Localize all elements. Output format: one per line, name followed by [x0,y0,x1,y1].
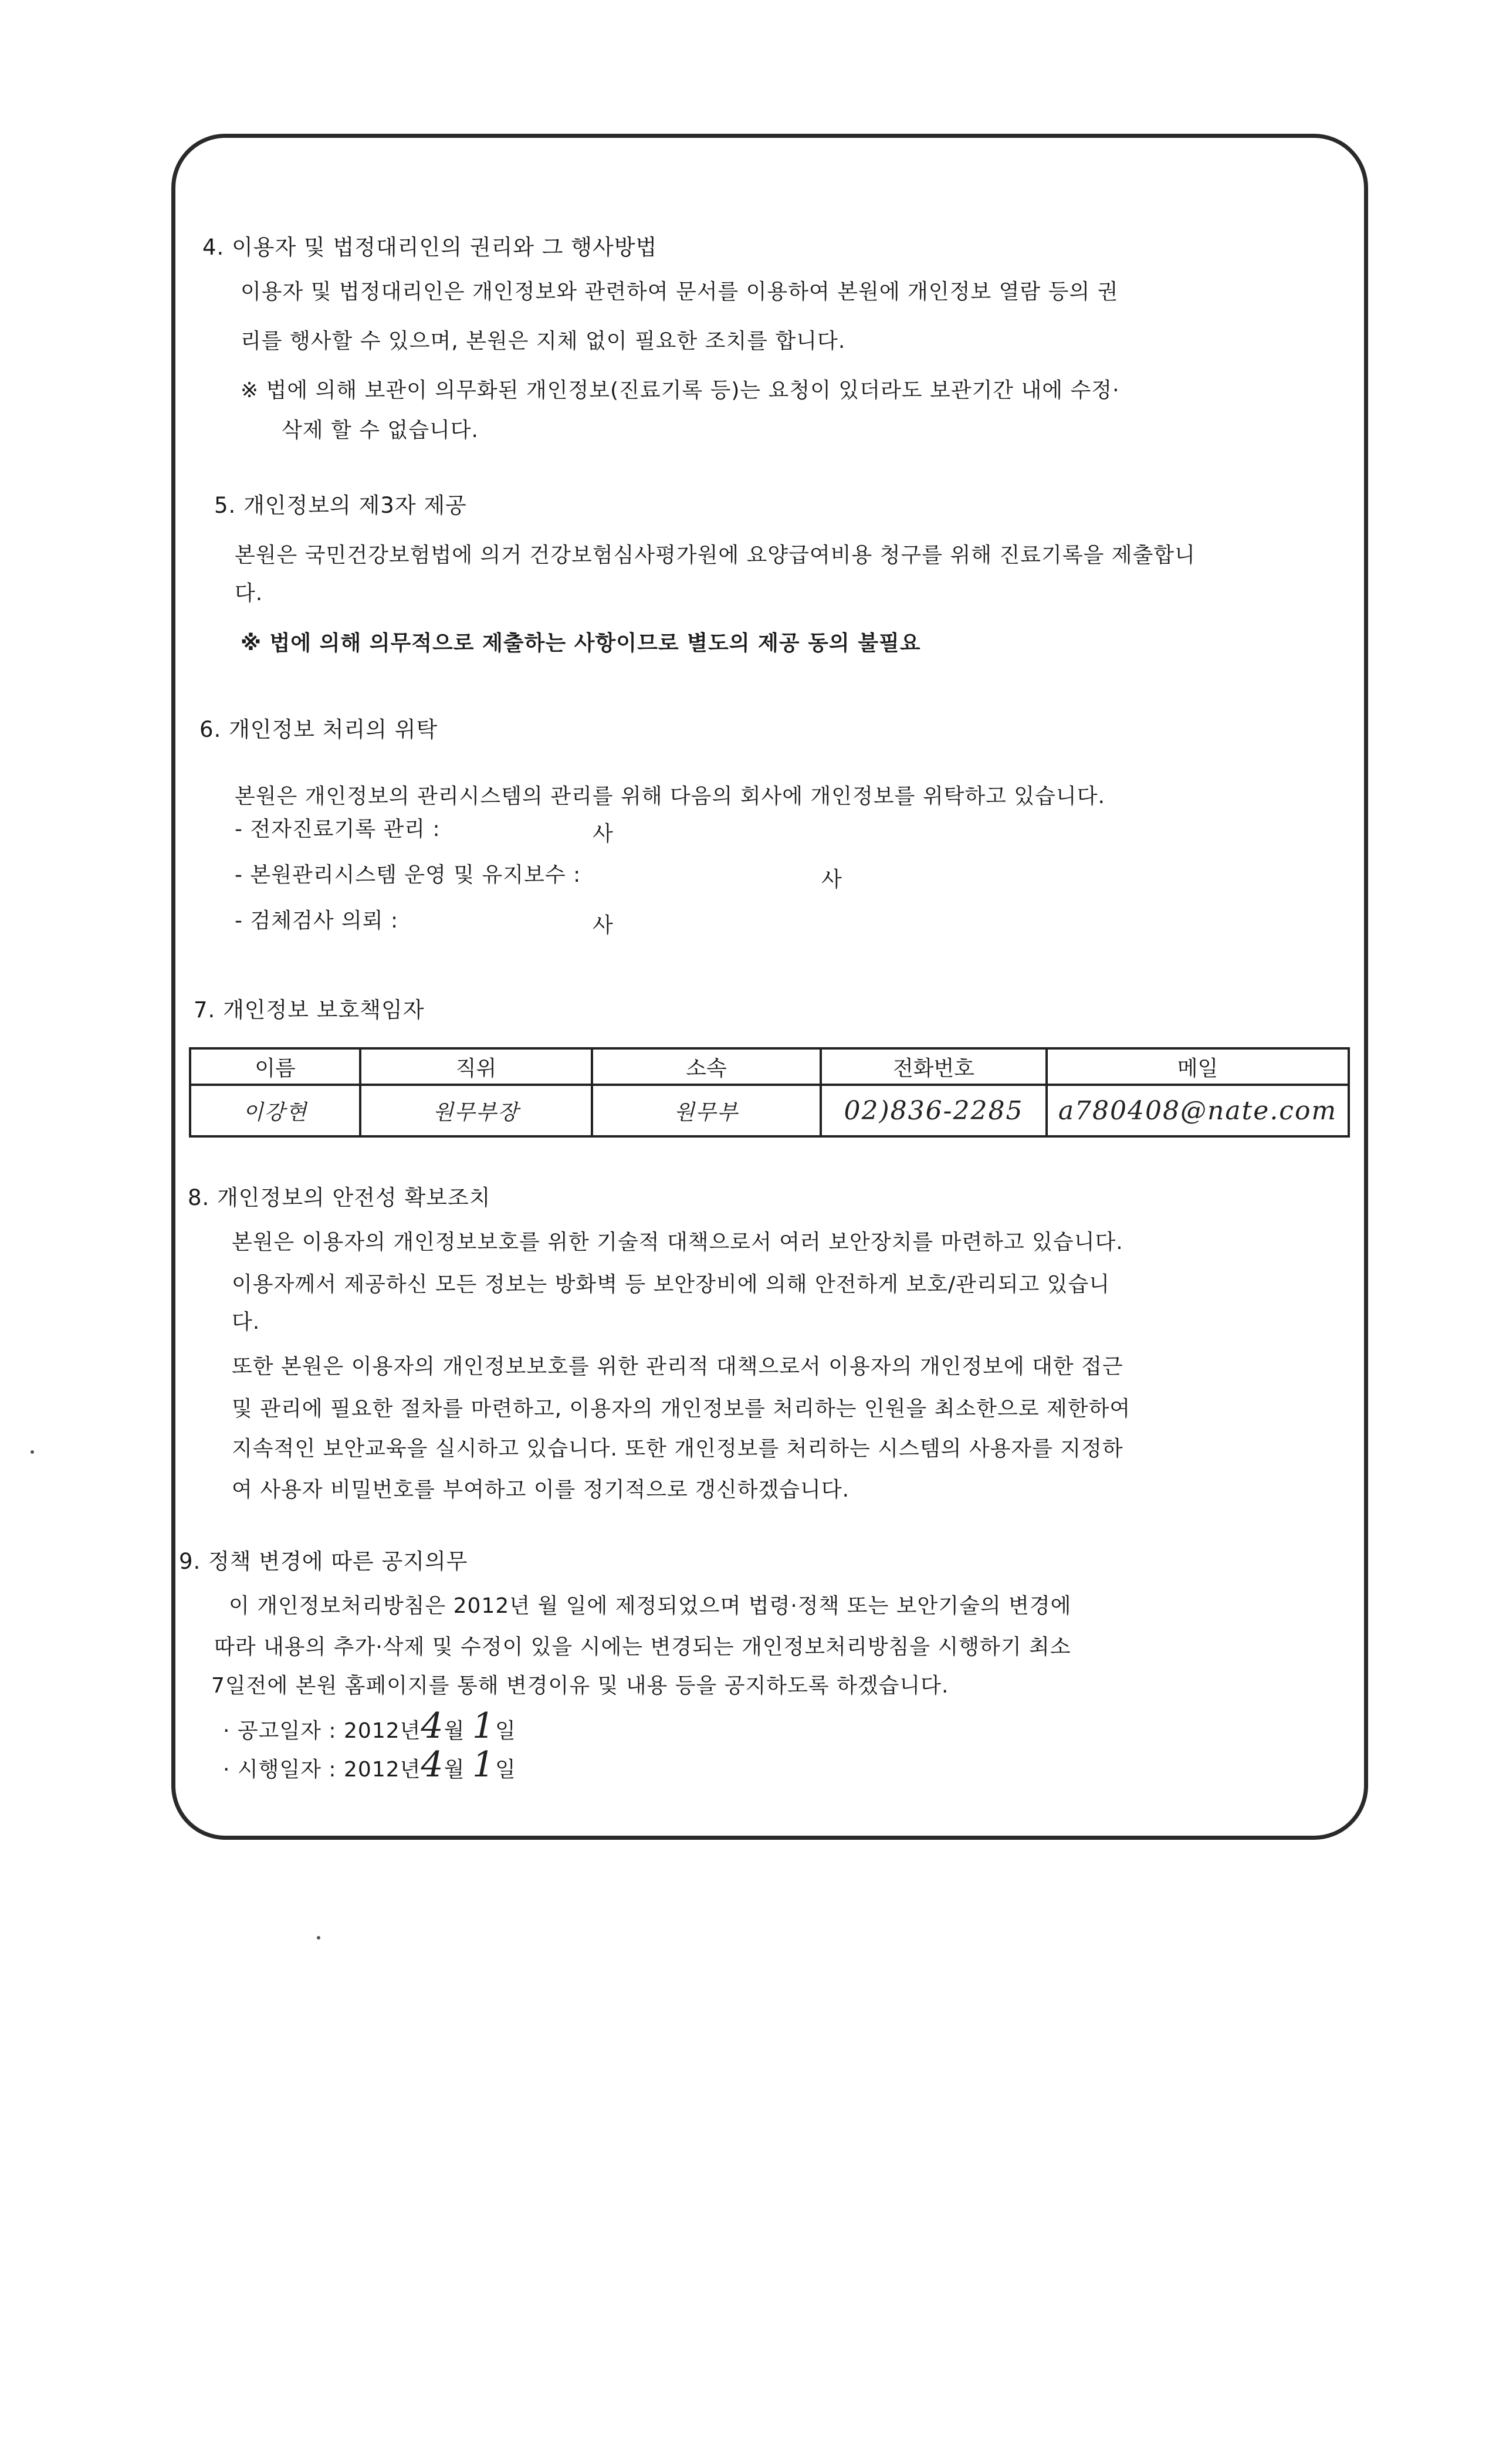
section-6-item-3-label: - 검체검사 의뢰 : [235,909,399,933]
section-4-note-line2: 삭제 할 수 없습니다. [282,418,479,442]
section-4-note-line1: ※ 법에 의해 보관이 의무화된 개인정보(진료기록 등)는 요청이 있더라도 보관기간 내에 수정· [241,378,1120,402]
section-8-line3: 다. [232,1310,260,1334]
section-8-heading: 8. 개인정보의 안전성 확보조치 [188,1185,491,1210]
table-header-row [190,1048,1349,1085]
section-5-note: ※ 법에 의해 의무적으로 제출하는 사항이므로 별도의 제공 동의 불필요 [241,631,921,655]
section-9-heading: 9. 정책 변경에 따른 공지의무 [179,1549,468,1574]
officer-position: 원무부장 [360,1085,592,1136]
privacy-officer-table [189,1047,1350,1138]
notice-day-unit: 일 [495,1719,516,1743]
section-6-item-2-value: 사 [821,868,842,892]
notice-date-label: · 공고일자 : 2012년 [223,1719,421,1743]
section-5-body-line1: 본원은 국민건강보험법에 의거 건강보험심사평가원에 요양급여비용 청구를 위해 진료기록을 제출합니 [235,543,1196,567]
officer-name: 이강현 [190,1085,360,1136]
header-phone: 전화번호 [821,1048,1047,1085]
officer-department: 원무부 [592,1085,821,1136]
section-8-line6: 지속적인 보안교육을 실시하고 있습니다. 또한 개인정보를 처리하는 시스템의 사용자를 지정하 [232,1437,1123,1461]
officer-email: a780408@nate.com [1047,1085,1349,1136]
section-6-item-3-value: 사 [593,913,614,937]
section-6-item-1-value: 사 [593,822,614,846]
section-9-line1: 이 개인정보처리방침은 2012년 월 일에 제정되었으며 법령·정책 또는 보안기술의 변경에 [229,1594,1072,1618]
section-8-line7: 여 사용자 비밀번호를 부여하고 이를 정기적으로 갱신하겠습니다. [232,1478,850,1502]
section-5-heading: 5. 개인정보의 제3자 제공 [214,493,467,518]
section-4-heading: 4. 이용자 및 법정대리인의 권리와 그 행사방법 [202,235,658,260]
scan-speck [31,1450,34,1454]
effective-month: 4 [421,1744,444,1785]
scan-speck [317,1936,320,1940]
section-6-item-1-label: - 전자진료기록 관리 : [235,817,441,841]
effective-day: 1 [472,1744,496,1785]
section-8-line4: 또한 본원은 이용자의 개인정보보호를 위한 관리적 대책으로서 이용자의 개인정보에 대한 접근 [232,1355,1123,1379]
notice-date [223,1705,516,1747]
notice-month: 4 [421,1705,444,1747]
effective-day-unit: 일 [495,1758,516,1782]
section-6-body: 본원은 개인정보의 관리시스템의 관리를 위해 다음의 회사에 개인정보를 위탁하고 있습니다. [235,784,1105,808]
section-9-line2: 따라 내용의 추가·삭제 및 수정이 있을 시에는 변경되는 개인정보처리방침을 시행하기 최소 [214,1635,1071,1659]
notice-day: 1 [472,1705,496,1747]
section-7-heading: 7. 개인정보 보호책임자 [194,997,425,1023]
effective-date [223,1744,516,1785]
section-8-line1: 본원은 이용자의 개인정보보호를 위한 기술적 대책으로서 여러 보안장치를 마련하고 있습니다. [232,1230,1123,1254]
section-8-line5: 및 관리에 필요한 절차를 마련하고, 이용자의 개인정보를 처리하는 인원을 최소한으로 제한하여 [232,1397,1131,1421]
section-6-heading: 6. 개인정보 처리의 위탁 [199,717,438,742]
section-4-body-line2: 리를 행사할 수 있으며, 본원은 지체 없이 필요한 조치를 합니다. [241,329,846,353]
notice-month-unit: 월 [444,1719,465,1743]
officer-phone: 02)836-2285 [821,1085,1047,1136]
section-6-item-2-label: - 본원관리시스템 운영 및 유지보수 : [235,863,581,887]
section-5-body-line2: 다. [235,581,263,605]
section-4-body-line1: 이용자 및 법정대리인은 개인정보와 관련하여 문서를 이용하여 본원에 개인정보 열람 등의 권 [241,280,1119,304]
effective-date-label: · 시행일자 : 2012년 [223,1758,421,1782]
header-name: 이름 [190,1048,360,1085]
effective-month-unit: 월 [444,1758,465,1782]
section-8-line2: 이용자께서 제공하신 모든 정보는 방화벽 등 보안장비에 의해 안전하게 보호/관리되고 있습니 [232,1272,1111,1297]
header-department: 소속 [592,1048,821,1085]
table-row [190,1085,1349,1136]
header-position: 직위 [360,1048,592,1085]
section-9-line3: 7일전에 본원 홈페이지를 통해 변경이유 및 내용 등을 공지하도록 하겠습니다. [211,1674,949,1698]
header-email: 메일 [1047,1048,1349,1085]
